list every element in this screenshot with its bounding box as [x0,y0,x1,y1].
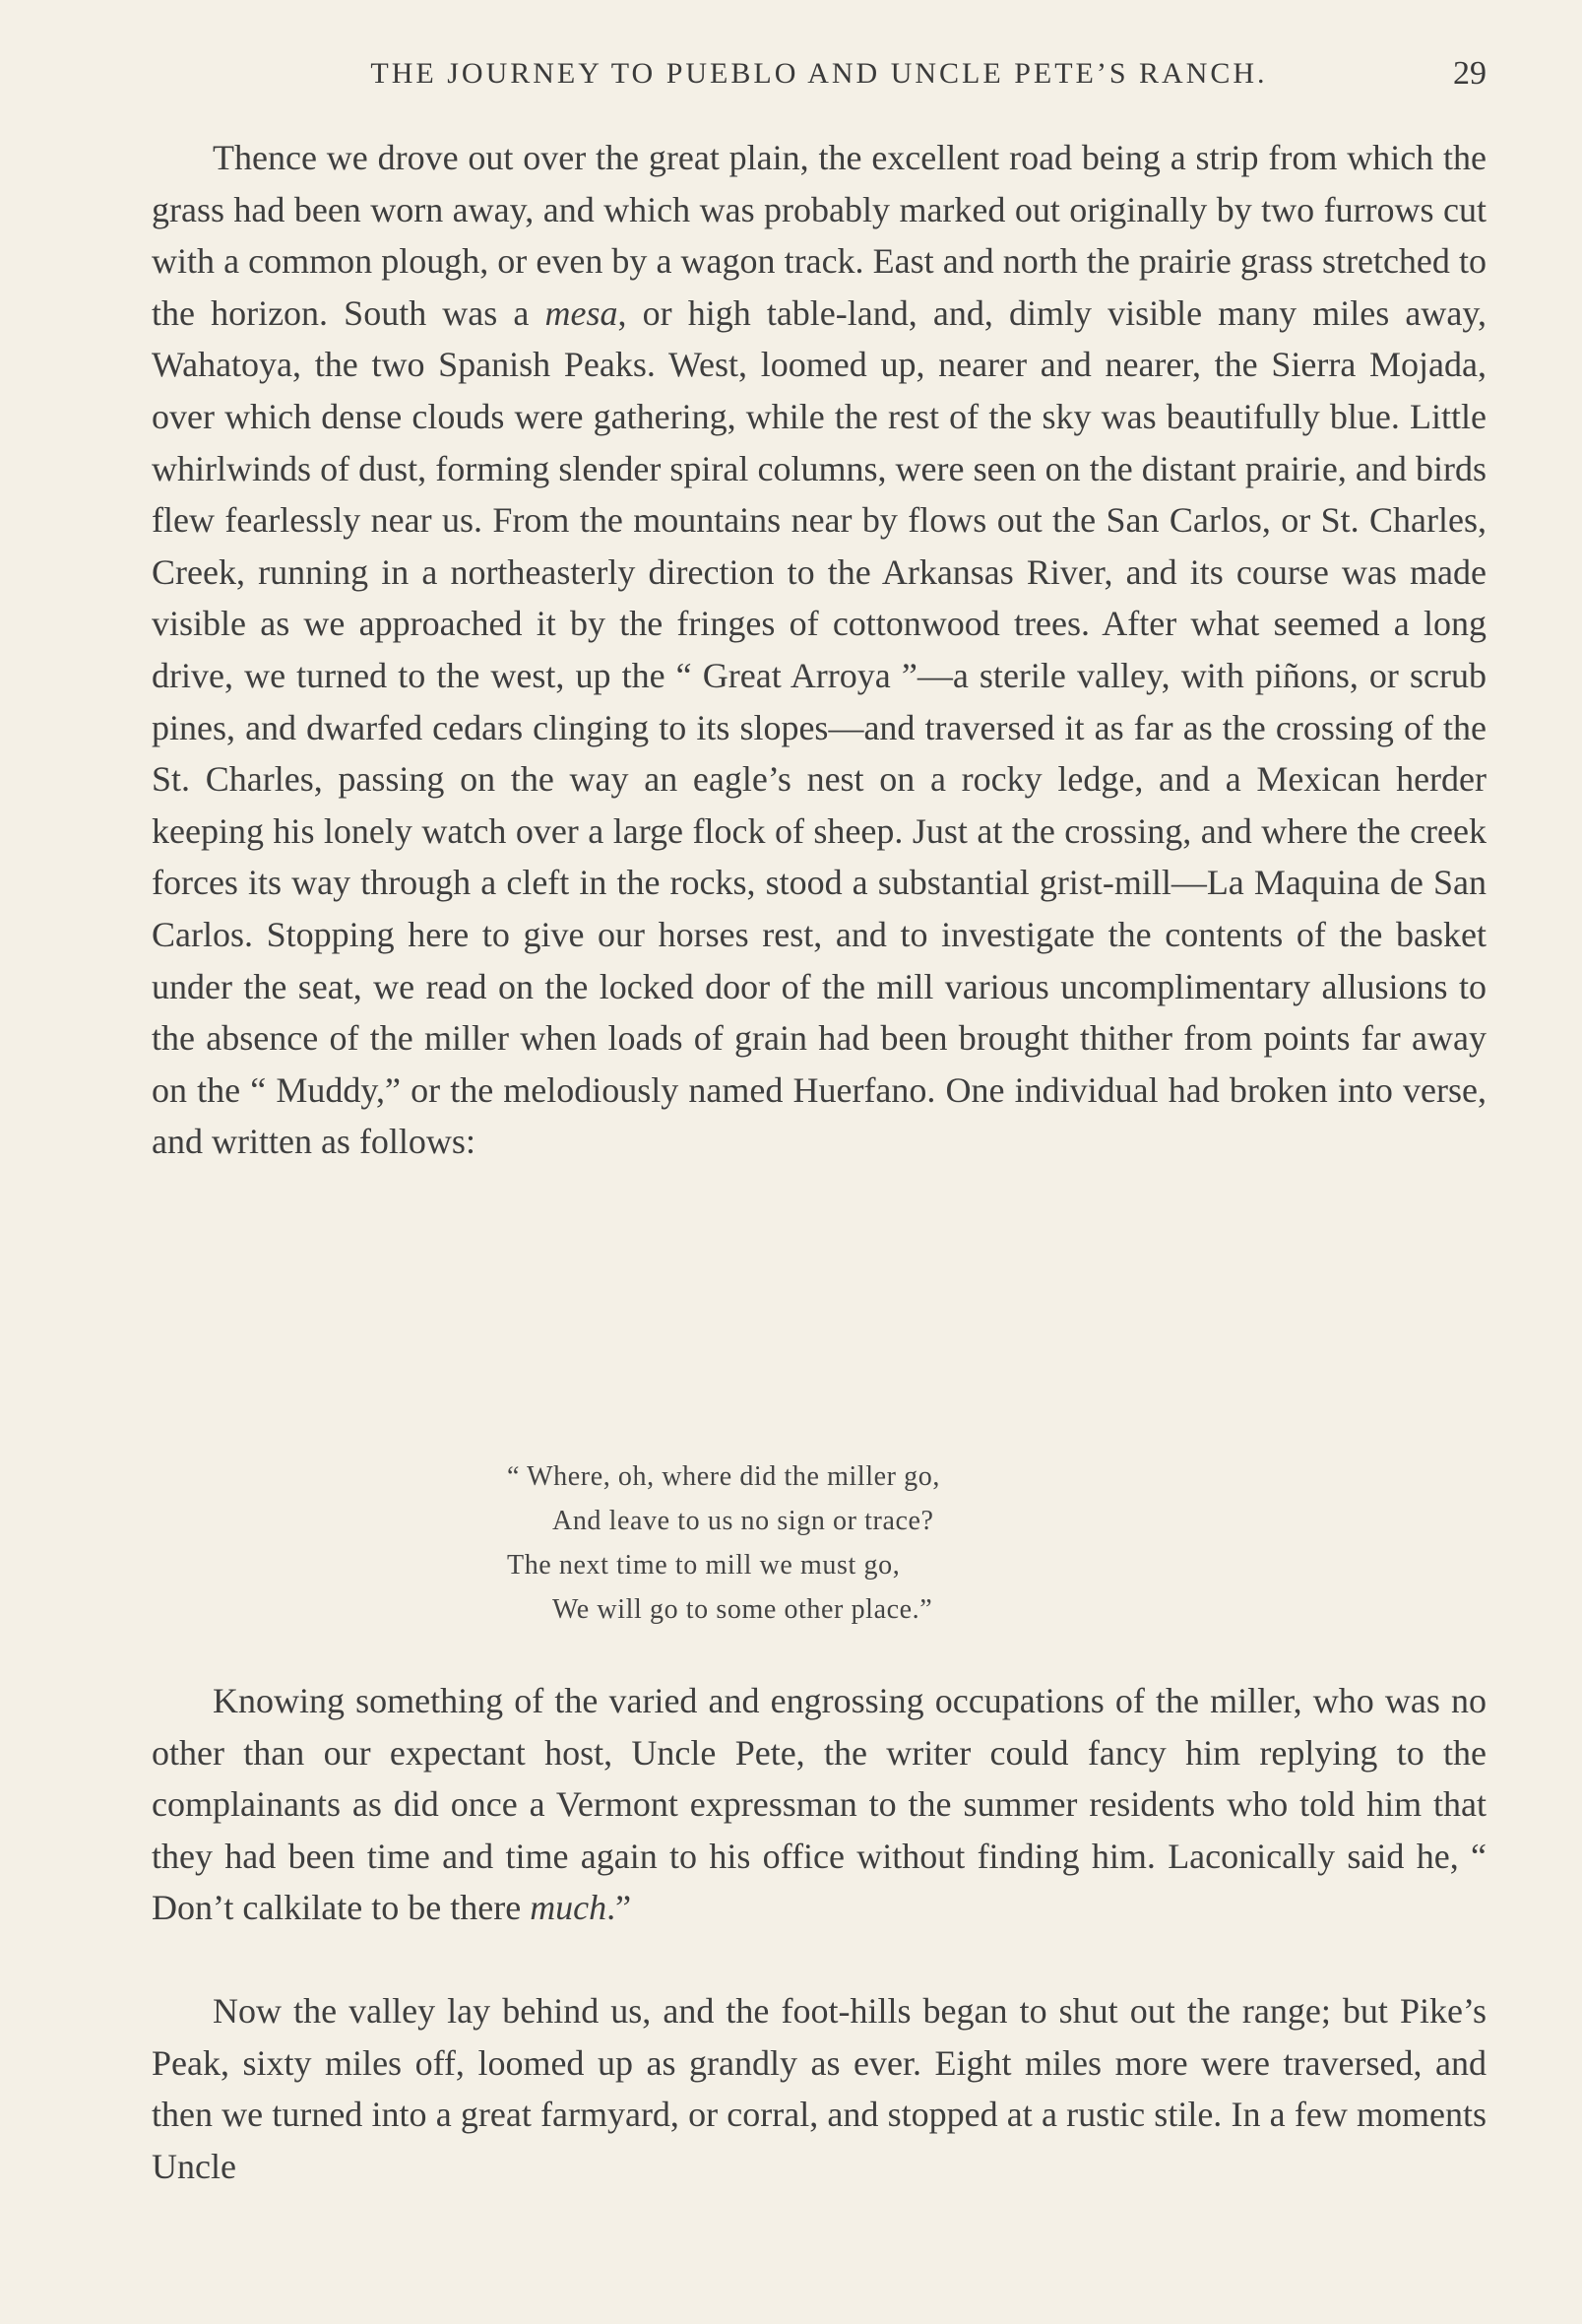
paragraph-text: Thence we drove out over the great plain, the excellent road being a strip from which the grass had been worn away, and which was probably marked out originally by two furrows cut with a common plough, or even by a wagon track. East and north the prairie grass stretched to the horizon. South was a [152,138,1487,333]
paragraph-text: .” [606,1888,632,1928]
verse-line: The next time to mill we must go, [507,1550,901,1581]
verse-line: We will go to some other place.” [552,1594,933,1625]
paragraph-now [152,1985,1487,2192]
paragraph-text: Knowing something of the varied and engrossing occupations of the miller, who was no other than our expectant host, Uncle Pete, the writer could fancy him replying to the complainants as did once a Vermont expressman to the summer residents who told him that they had been time and time again to his office without finding him. Laconically said he, “ Don’t calkilate to be there [152,1681,1487,1928]
verse-quotation [507,1454,1255,1632]
verse-line: And leave to us no sign or trace? [552,1506,934,1536]
paragraph-text: Now the valley lay behind us, and the foot-hills began to shut out the range; but Pike’s Peak, sixty miles off, loomed up as grandly as ever. Eight miles more were traversed, and then we turned into a great farmyard, or corral, and stopped at a rustic stile. In a few moments Uncle [152,1991,1487,2186]
italic-word-mesa: mesa [544,292,618,333]
paragraph-text: , or high table-land, and, dimly visible many miles away, Wahatoya, the two Spanish Peaks. West, loomed up, nearer and nearer, the Sierra Mojada, over which dense clouds were gathering, while the rest of the sky was beautifully blue. Little whirlwinds of dust, forming slender spiral columns, were seen on the distant prairie, and birds flew fearlessly near us. From the mountains near by flows out the San Carlos, or St. Charles, Creek, running in a northeasterly direction to the Arkansas River, and its course was made visible as we approached it by the fringes of cottonwood trees. After what seemed a long drive, we turned to the west, up the “ Great Arroya ”—a sterile valley, with piñons, or scrub pines, and dwarfed cedars clinging to its slopes—and traversed it as far as the crossing of the St. Charles, passing on the way an eagle’s nest on a rocky ledge, and a Mexican herder keeping his lonely watch over a large flock of sheep. Just at the crossing, and where the creek forces its way through a cleft in the rocks, stood a substantial grist-mill—La Maquina de San Carlos. Stopping here to give our horses rest, and to investigate the contents of the basket under the seat, we read on the locked door of the mill various uncomplimentary allusions to the absence of the miller when loads of grain had been brought thither from points far away on the “ Muddy,” or the melodiously named Huerfano. One individual had broken into verse, and written as follows: [152,292,1487,1162]
paragraph-thence [152,132,1487,1168]
page-number: 29 [1453,55,1487,92]
italic-word-much: much [530,1888,607,1928]
paragraph-knowing [152,1675,1487,1934]
running-head [152,57,1487,102]
running-title: THE JOURNEY TO PUEBLO AND UNCLE PETE’S RANCH. [370,57,1268,90]
verse-line: “ Where, oh, where did the miller go, [507,1461,940,1492]
